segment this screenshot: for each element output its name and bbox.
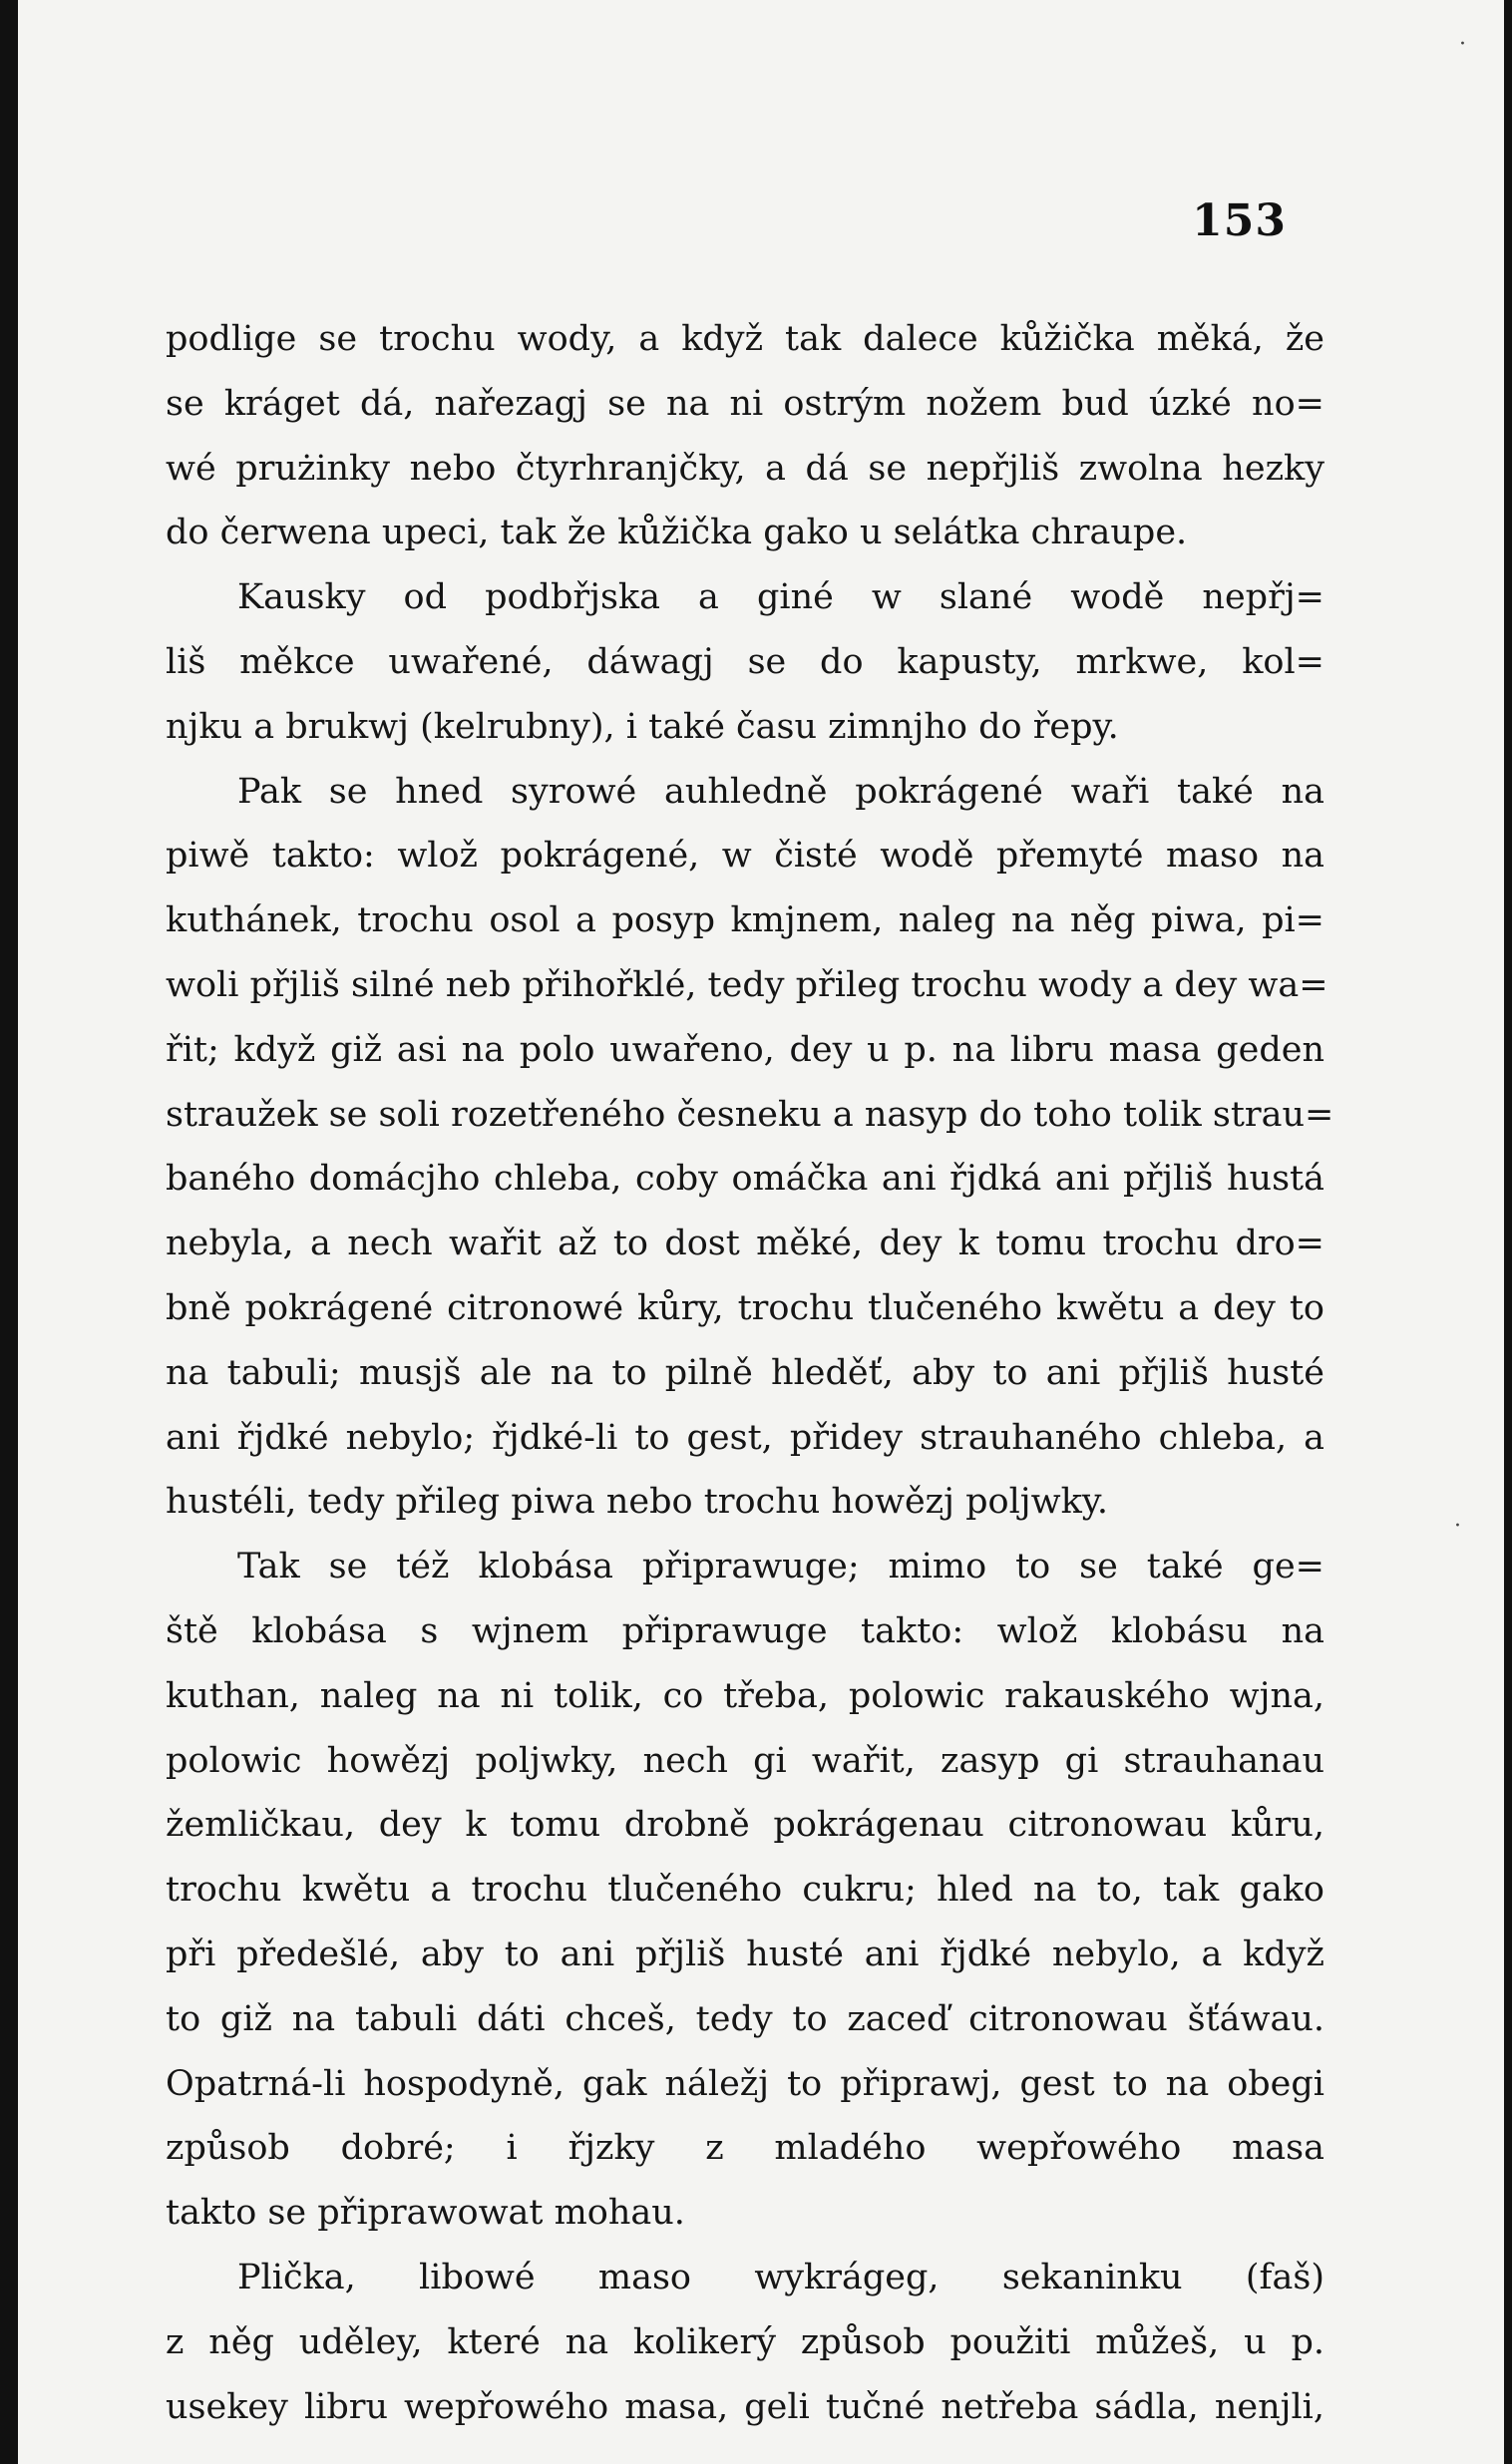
text-line: způsob dobré; i řjzky z mladého wepřowého masa xyxy=(166,2128,1324,2169)
page-number: 153 xyxy=(1192,195,1287,246)
text-line: piwě takto: wlož pokrágené, w čisté wodě přemyté maso na xyxy=(166,836,1324,877)
page-speck: · xyxy=(1454,1514,1461,1539)
text-line: bně pokrágené citronowé kůry, trochu tlučeného kwětu a dey to xyxy=(166,1287,1324,1328)
text-line: řit; když giž asi na polo uwařeno, dey u p. na libru masa geden xyxy=(166,1029,1324,1070)
text-line: ště klobása s wjnem připrawuge takto: wlož klobásu na xyxy=(166,1610,1324,1651)
text-line: woli přjliš silné neb přihořklé, tedy přileg trochu wody a dey wa= xyxy=(166,964,1328,1005)
text-line: usekey libru wepřowého masa, geli tučné netřeba sádla, nenjli, xyxy=(166,2386,1324,2427)
text-line: podlige se trochu wody, a když tak dalece kůžička měká, že xyxy=(166,319,1324,359)
text-line: kuthan, naleg na ni tolik, co třeba, polowic rakauského wjna, xyxy=(166,1675,1324,1716)
text-line: Tak se též klobása připrawuge; mimo to se také ge= xyxy=(237,1547,1324,1587)
text-line: takto se připrawowat mohau. xyxy=(166,2193,685,2234)
text-line: wé prużinky nebo čtyrhranjčky, a dá se nepřjliš zwolna hezky xyxy=(166,448,1324,489)
body-text xyxy=(166,307,1334,2439)
text-line: hustéli, tedy přileg piwa nebo trochu howězj poljwky. xyxy=(166,1482,1109,1523)
text-line: straužek se soli rozetřeného česneku a nasyp do toho tolik strau= xyxy=(166,1094,1334,1135)
text-line: baného domácjho chleba, coby omáčka ani řjdká ani přjliš hustá xyxy=(166,1159,1324,1200)
text-line: do čerwena upeci, tak že kůžička gako u selátka chraupe. xyxy=(166,513,1188,553)
text-line: nebyla, a nech wařit až to dost měké, dey k tomu trochu dro= xyxy=(166,1224,1324,1264)
book-page xyxy=(18,0,1504,2464)
text-line: Pak se hned syrowé auhledně pokrágené waři také na xyxy=(237,771,1324,812)
text-line: Opatrná-li hospodyně, gak náležj to připrawj, gest to na obegi xyxy=(166,2063,1324,2104)
page-speck: · xyxy=(1459,32,1466,57)
text-line: z něg uděley, které na kolikerý způsob použiti můžeš, u p. xyxy=(166,2321,1324,2362)
text-line: to giž na tabuli dáti chceš, tedy to zaceď citronowau šťáwau. xyxy=(166,1998,1324,2039)
text-line: ani řjdké nebylo; řjdké-li to gest, přidey strauhaného chleba, a xyxy=(166,1417,1324,1458)
text-line: polowic howězj poljwky, nech gi wařit, zasyp gi strauhanau xyxy=(166,1740,1324,1781)
text-line: žemličkau, dey k tomu drobně pokrágenau citronowau kůru, xyxy=(166,1805,1324,1846)
text-line: njku a brukwj (kelrubny), i také času zimnjho do řepy. xyxy=(166,706,1119,747)
text-line: Plička, libowé maso wykrágeg, sekaninku (faš) xyxy=(237,2257,1324,2297)
text-line: liš měkce uwařené, dáwagj se do kapusty, mrkwe, kol= xyxy=(166,641,1324,682)
text-line: při předešlé, aby to ani přjliš husté ani řjdké nebylo, a když xyxy=(166,1934,1324,1974)
text-line: se kráget dá, nařezagj se na ni ostrým nožem bud úzké no= xyxy=(166,383,1324,424)
text-line: kuthánek, trochu osol a posyp kmjnem, naleg na něg piwa, pi= xyxy=(166,900,1324,941)
text-line: na tabuli; musjš ale na to pilně hleděť, aby to ani přjliš husté xyxy=(166,1352,1324,1393)
text-line: trochu kwětu a trochu tlučeného cukru; hled na to, tak gako xyxy=(166,1870,1324,1911)
text-line: Kausky od podbřjska a giné w slané wodě nepřj= xyxy=(237,577,1324,618)
